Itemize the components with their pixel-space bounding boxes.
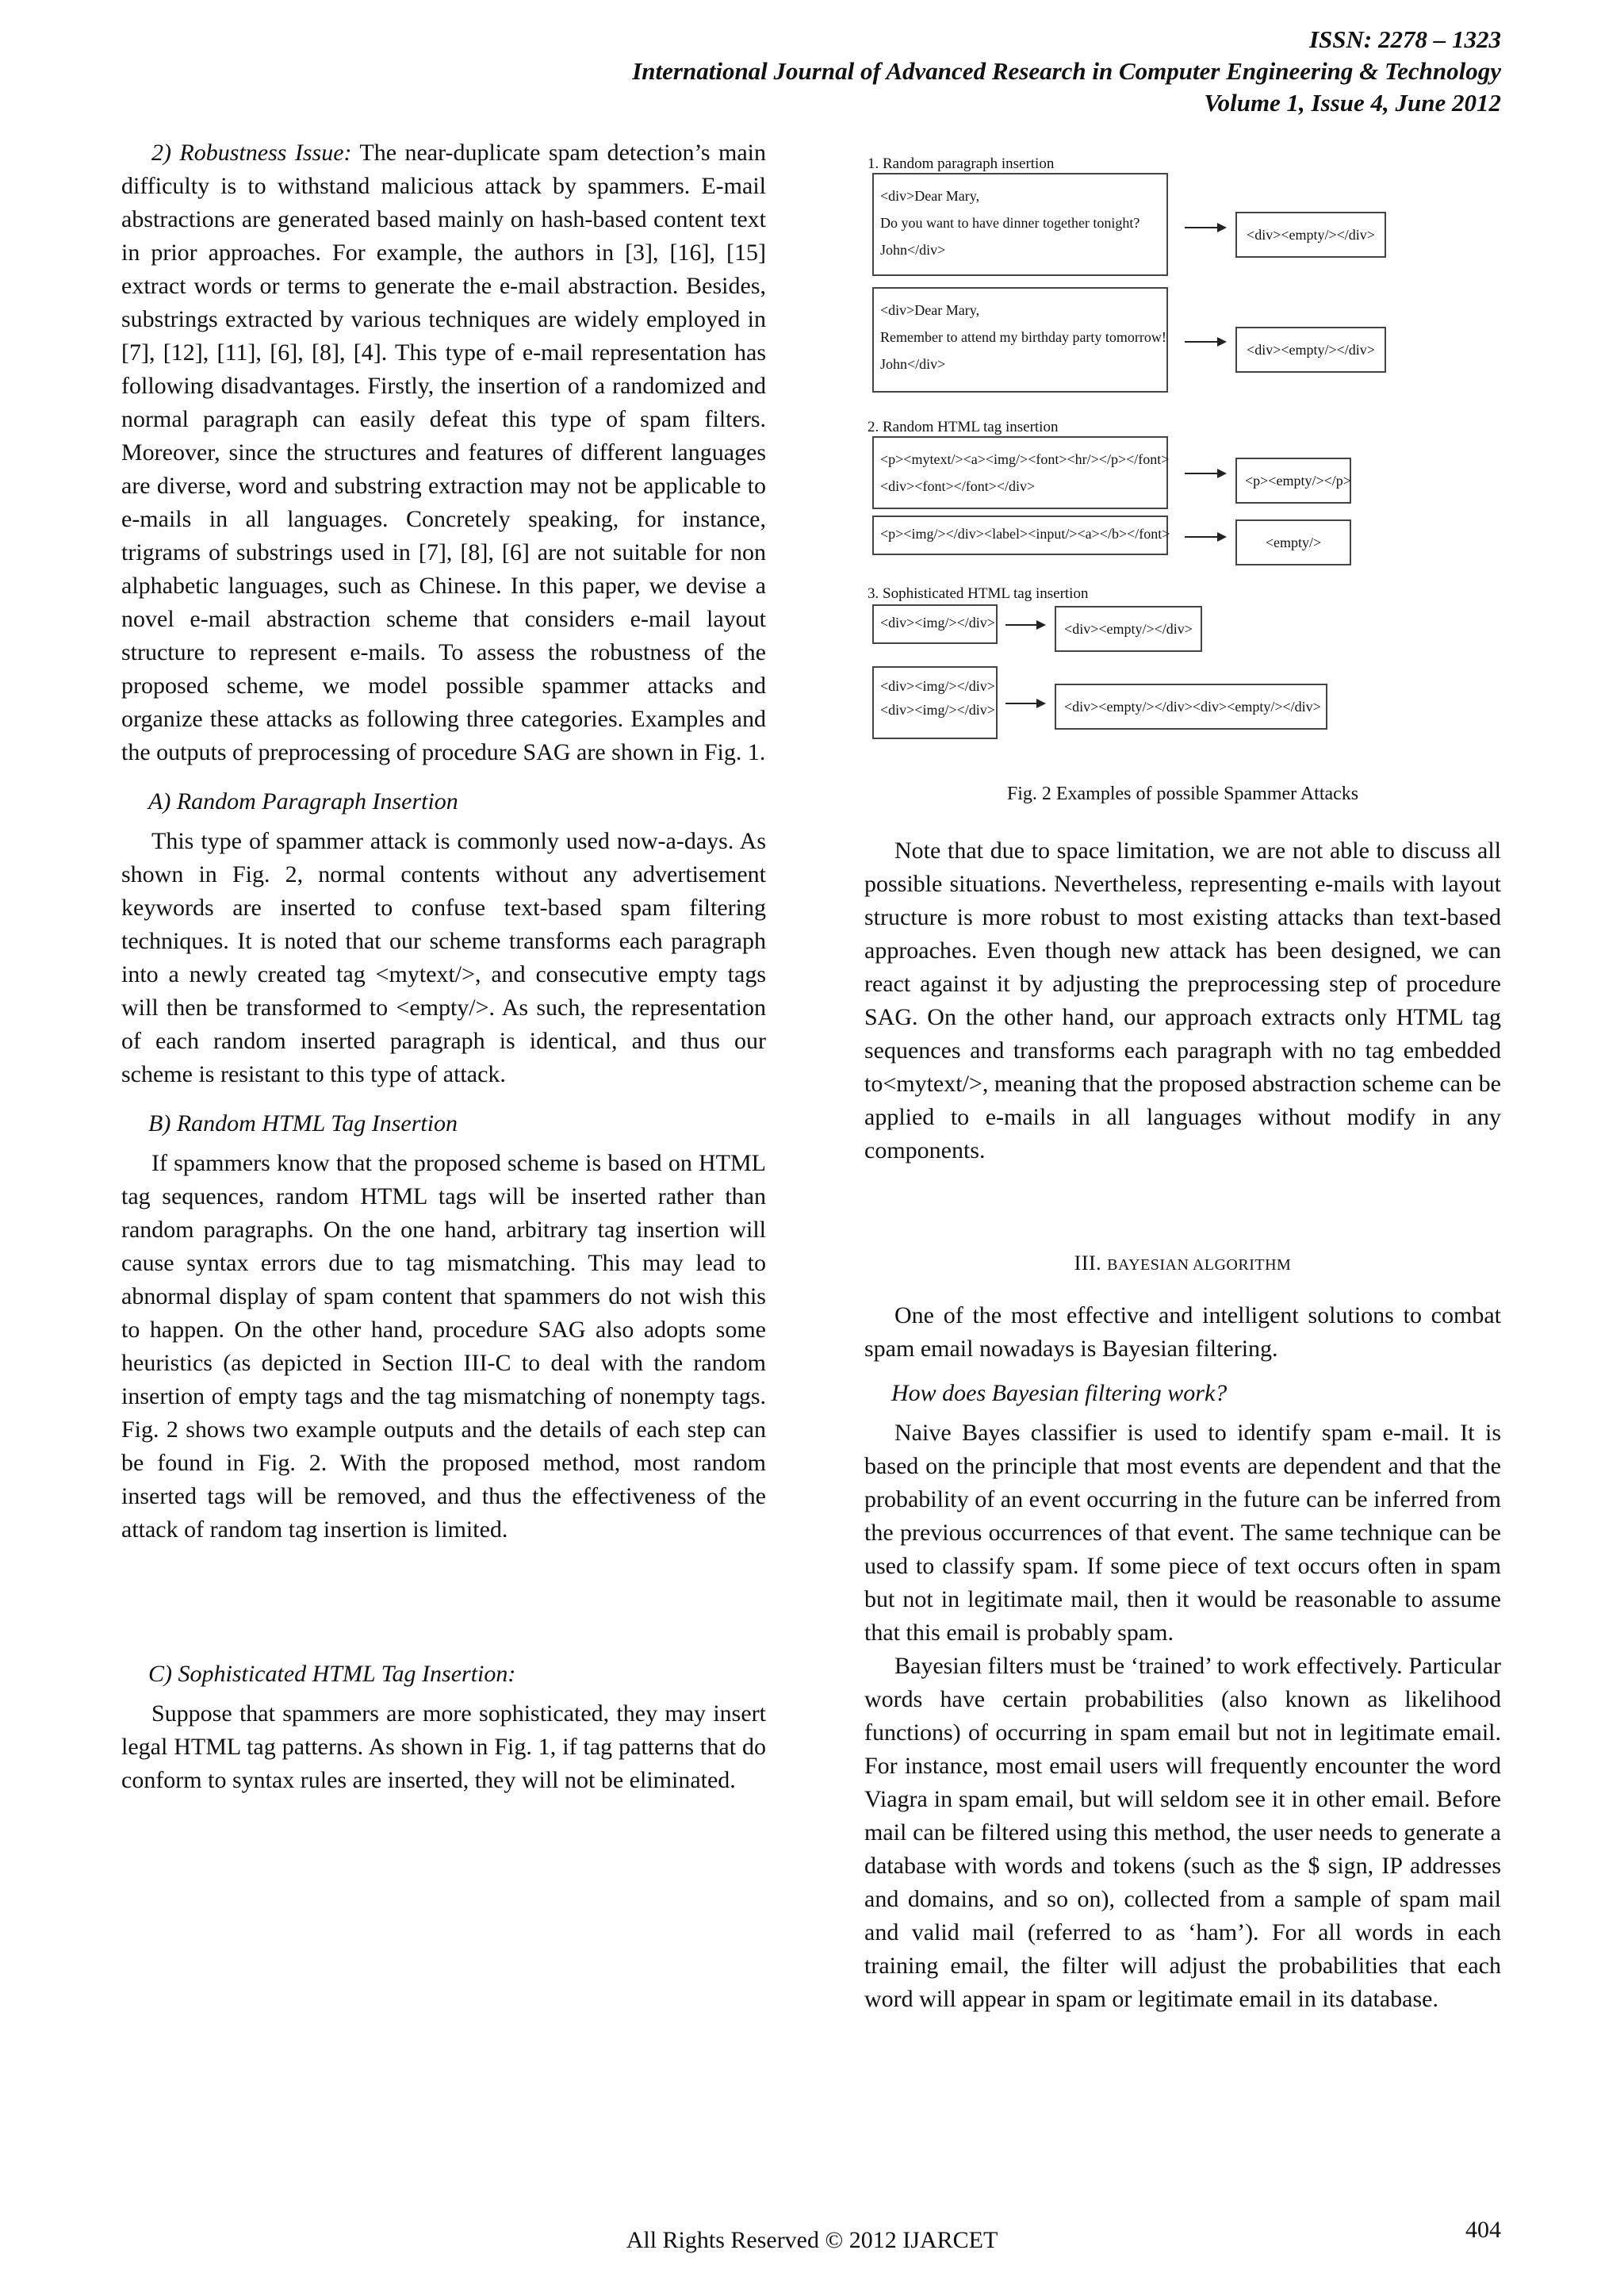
example-line: Do you want to have dinner together tonight?: [880, 215, 1140, 231]
issn-line: ISSN: 2278 – 1323: [1308, 25, 1501, 53]
volume-line: Volume 1, Issue 4, June 2012: [1204, 89, 1501, 117]
heading-sophisticated-tag: C) Sophisticated HTML Tag Insertion:: [148, 1661, 516, 1687]
arrow-icon: [1185, 341, 1224, 343]
example-line: <div>Dear Mary,: [880, 188, 980, 204]
example-box-1: [872, 173, 1168, 276]
section-name: BAYESIAN ALGORITHM: [1107, 1256, 1292, 1274]
figure-spammer-attacks: [864, 136, 1501, 763]
example-box-2: [872, 287, 1168, 393]
arrow-icon: [1185, 227, 1224, 228]
output-box-2: <div><empty/></div>: [1235, 327, 1386, 373]
right-column: [864, 136, 1501, 2016]
bayes-intro-paragraph: One of the most effective and intelligent solutions to combat spam email nowadays is Bayesian filtering.: [864, 1302, 1501, 1362]
example-line: <p><img/></div><label><input/><a></b></font>: [880, 526, 1170, 542]
paragraph-sophisticated-tag: Suppose that spammers are more sophisticated, they may insert legal HTML tag patterns. As shown in Fig. 1, if tag patterns that do conform to syntax rules are inserted, they will not be eliminated.: [121, 1700, 766, 1793]
left-column: [121, 136, 766, 1797]
example-box-6: [872, 666, 998, 739]
robustness-paragraph: [121, 136, 766, 769]
example-box-5: [872, 604, 998, 644]
bayes-question-heading: How does Bayesian filtering work?: [891, 1380, 1228, 1406]
output-box-6: <div><empty/></div><div><empty/></div>: [1055, 684, 1327, 730]
paragraph-random-html-tag: If spammers know that the proposed scheme is based on HTML tag sequences, random HTML tags will be inserted rather than random paragraphs. On the one hand, arbitrary tag insertion will cause syntax errors due to tag mismatching. This may lead to abnormal display of spam content that spammers do not wish this to happen. On the other hand, procedure SAG also adopts some heuristics (as depicted in Section III-C to deal with the random insertion of empty tags and the tag mismatching of nonempty tags. Fig. 2 shows two example outputs and the details of each step can be found in Fig. 2. With the proposed method, most random inserted tags will be removed, and thus the effectiveness of the attack of random tag insertion is limited.: [121, 1150, 766, 1543]
example-line: <div><img/></div>: [880, 615, 995, 631]
arrow-icon: [1185, 473, 1224, 474]
example-line: <p><mytext/><a><img/><font><hr/></p></font>: [880, 451, 1170, 467]
example-line: John</div>: [880, 242, 946, 258]
output-box-5: <div><empty/></div>: [1055, 606, 1202, 652]
journal-title: International Journal of Advanced Research in Computer Engineering & Technology: [632, 57, 1501, 85]
figure-label-2: 2. Random HTML tag insertion: [868, 419, 1059, 435]
example-line: <div>Dear Mary,: [880, 302, 980, 318]
bayes-paragraph-2: Bayesian filters must be ‘trained’ to work effectively. Particular words have certain probabilities (also known as likelihood functions) of occurring in spam email but not in legitimate email. For instance, most email users will frequently encounter the word Viagra in spam email, but will seldom see it in other email. Before mail can be filtered using this method, the user needs to generate a database with words and tokens (such as the $ sign, IP addresses and domains, and so on), collected from a sample of spam mail and valid mail (referred to as ‘ham’). For all words in each training email, the filter will adjust the probabilities that each word will appear in spam or legitimate email in its database.: [864, 1653, 1501, 2012]
arrow-icon: [1005, 703, 1044, 704]
example-line: John</div>: [880, 356, 946, 372]
output-box-4: <empty/>: [1235, 519, 1351, 565]
section-title: [864, 1247, 1501, 1282]
figure-label-1: 1. Random paragraph insertion: [868, 155, 1055, 172]
bayes-paragraph-1: Naive Bayes classifier is used to identify spam e-mail. It is based on the principle that most events are dependent and that the probability of an event occurring in the future can be inferred from the previous occurrences of that event. The same technique can be used to classify spam. If some piece of text occurs often in spam but not in legitimate mail, then it would be reasonable to assume that this email is probably spam.: [864, 1420, 1501, 1646]
example-line: <div><img/></div>: [880, 702, 995, 718]
figure-caption: Fig. 2 Examples of possible Spammer Attacks: [1006, 784, 1359, 804]
example-line: Remember to attend my birthday party tomorrow!: [880, 329, 1166, 345]
journal-header: [153, 24, 1501, 119]
heading-random-html-tag: B) Random HTML Tag Insertion: [148, 1110, 458, 1137]
robustness-text: The near-duplicate spam detection’s main difficulty is to withstand malicious attack by spammers. E-mail abstractions are generated based mainly on hash-based content text in prior approaches. For example, the authors in [3], [16], [15] extract words or terms to generate the e-mail abstraction. Besides, substrings extracted by various techniques are widely employed in [7], [12], [11], [6], [8], [4]. This type of e-mail representation has following disadvantages. Firstly, the insertion of a randomized and normal paragraph can easily defeat this type of spam filters. Moreover, since the structures and features of different languages are diverse, word and substring extraction may not be applicable to e-mails in all languages. Concretely speaking, for instance, trigrams of substrings used in [7], [8], [6] are not suitable for non alphabetic languages, such as Chinese. In this paper, we devise a novel e-mail abstraction scheme that considers e-mail layout structure to represent e-mails. To assess the robustness of the proposed scheme, we model possible spammer attacks and organize these attacks as following three categories. Examples and the outputs of preprocessing of procedure SAG are shown in Fig. 1.: [121, 140, 766, 765]
arrow-icon: [1185, 536, 1224, 538]
robustness-label: 2) Robustness Issue:: [151, 140, 352, 166]
paragraph-random-paragraph: This type of spammer attack is commonly used now-a-days. As shown in Fig. 2, normal contents without any advertisement keywords are inserted to confuse text-based spam filtering techniques. It is noted that our scheme transforms each paragraph into a newly created tag <mytext/>, and consecutive empty tags will then be transformed to <empty/>. As such, the representation of each random inserted paragraph is identical, and thus our scheme is resistant to this type of attack.: [121, 828, 766, 1087]
example-box-3: [872, 436, 1168, 509]
copyright-footer: All Rights Reserved © 2012 IJARCET: [626, 2227, 998, 2253]
section-number: III.: [1074, 1251, 1102, 1274]
note-paragraph: Note that due to space limitation, we are not able to discuss all possible situations. Nevertheless, representing e-mails with layout structure is more robust to most existing attacks than text-based approaches. Even though new attack has been designed, we can react against it by adjusting the preprocessing step of procedure SAG. On the other hand, our approach extracts only HTML tag sequences and transforms each paragraph with no tag embedded to<mytext/>, meaning that the proposed abstraction scheme can be applied to e-mails in all languages without modify in any components.: [864, 838, 1501, 1163]
example-line: <div><img/></div>: [880, 678, 995, 694]
output-box-3: <p><empty/></p>: [1235, 458, 1351, 504]
output-box-1: <div><empty/></div>: [1235, 212, 1386, 258]
heading-random-paragraph: A) Random Paragraph Insertion: [148, 788, 458, 815]
figure-label-3: 3. Sophisticated HTML tag insertion: [868, 585, 1089, 602]
arrow-icon: [1005, 624, 1044, 626]
example-line: <div><font></font></div>: [880, 478, 1036, 494]
example-box-4: [872, 516, 1168, 555]
page-number: 404: [1465, 2217, 1501, 2243]
